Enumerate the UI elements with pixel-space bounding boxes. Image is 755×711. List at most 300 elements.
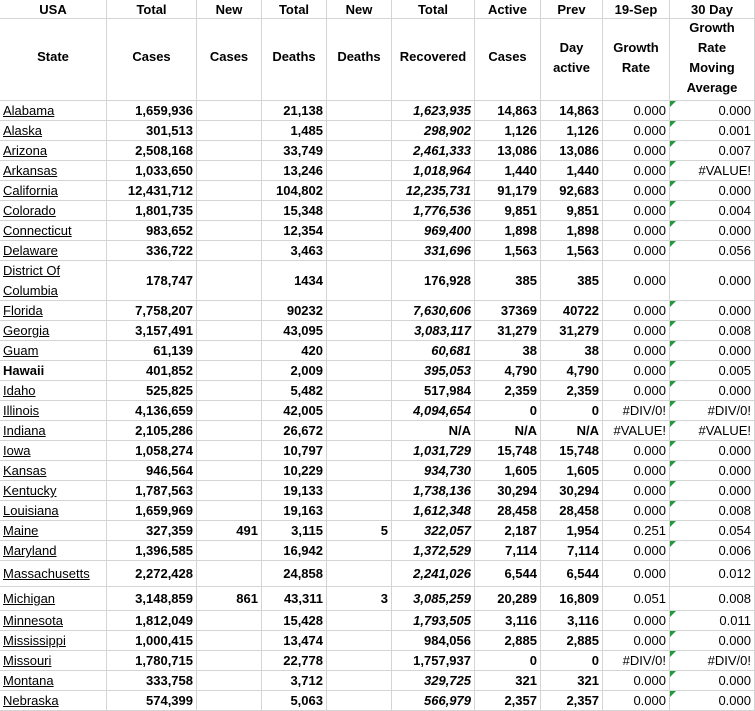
cell-avg[interactable] (670, 141, 755, 160)
cell-prev[interactable] (541, 361, 603, 380)
cell-new-deaths[interactable] (327, 481, 392, 500)
state-link[interactable] (0, 161, 107, 180)
cell-prev[interactable] (541, 241, 603, 260)
state-link[interactable] (0, 321, 107, 340)
state-link[interactable] (0, 587, 107, 610)
cell-new-deaths[interactable] (327, 501, 392, 520)
cell-active[interactable] (475, 301, 541, 320)
cell-recovered[interactable] (392, 691, 475, 710)
header-active[interactable] (475, 19, 541, 100)
cell-avg[interactable] (670, 381, 755, 400)
cell-avg[interactable] (670, 631, 755, 650)
cell-recovered[interactable] (392, 261, 475, 300)
cell-new-deaths[interactable] (327, 161, 392, 180)
cell-deaths[interactable] (262, 401, 327, 420)
cell-new-cases[interactable] (197, 141, 262, 160)
cell-new-deaths[interactable] (327, 611, 392, 630)
cell-cases[interactable] (107, 201, 197, 220)
cell-prev[interactable] (541, 341, 603, 360)
cell-prev[interactable] (541, 561, 603, 586)
cell-prev[interactable] (541, 181, 603, 200)
cell-avg[interactable] (670, 521, 755, 540)
cell-recovered[interactable] (392, 121, 475, 140)
cell-active[interactable] (475, 651, 541, 670)
cell-deaths[interactable] (262, 691, 327, 710)
cell-recovered[interactable] (392, 541, 475, 560)
cell-recovered[interactable] (392, 561, 475, 586)
cell-prev[interactable] (541, 201, 603, 220)
cell-active[interactable] (475, 561, 541, 586)
cell-new-deaths[interactable] (327, 587, 392, 610)
cell-avg[interactable] (670, 401, 755, 420)
cell-recovered[interactable] (392, 101, 475, 120)
cell-growth[interactable] (603, 521, 670, 540)
cell-recovered[interactable] (392, 341, 475, 360)
cell-deaths[interactable] (262, 631, 327, 650)
header-top-avg[interactable]: 30 Day (670, 0, 755, 18)
state-link[interactable] (0, 401, 107, 420)
state-link[interactable] (0, 461, 107, 480)
cell-growth[interactable] (603, 421, 670, 440)
cell-growth[interactable] (603, 501, 670, 520)
cell-new-deaths[interactable] (327, 361, 392, 380)
cell-cases[interactable] (107, 321, 197, 340)
cell-recovered[interactable] (392, 241, 475, 260)
state-link[interactable] (0, 181, 107, 200)
cell-active[interactable] (475, 161, 541, 180)
cell-growth[interactable] (603, 301, 670, 320)
state-link[interactable] (0, 521, 107, 540)
cell-prev[interactable] (541, 161, 603, 180)
state-link[interactable] (0, 481, 107, 500)
state-link[interactable] (0, 561, 107, 586)
cell-recovered[interactable] (392, 221, 475, 240)
cell-cases[interactable] (107, 631, 197, 650)
cell-prev[interactable] (541, 421, 603, 440)
cell-avg[interactable] (670, 461, 755, 480)
cell-prev[interactable] (541, 121, 603, 140)
cell-recovered[interactable] (392, 321, 475, 340)
cell-new-cases[interactable] (197, 201, 262, 220)
cell-prev[interactable] (541, 321, 603, 340)
state-link[interactable] (0, 421, 107, 440)
header-top-recovered[interactable]: Total (392, 0, 475, 18)
cell-cases[interactable] (107, 381, 197, 400)
cell-recovered[interactable] (392, 481, 475, 500)
cell-new-cases[interactable] (197, 651, 262, 670)
cell-prev[interactable] (541, 461, 603, 480)
cell-growth[interactable] (603, 631, 670, 650)
cell-cases[interactable] (107, 691, 197, 710)
cell-new-deaths[interactable] (327, 101, 392, 120)
cell-cases[interactable] (107, 301, 197, 320)
cell-avg[interactable] (670, 341, 755, 360)
cell-active[interactable] (475, 421, 541, 440)
cell-recovered[interactable] (392, 141, 475, 160)
header-top-new_deaths[interactable]: New (327, 0, 392, 18)
cell-new-cases[interactable] (197, 631, 262, 650)
cell-recovered[interactable] (392, 441, 475, 460)
cell-active[interactable] (475, 141, 541, 160)
cell-active[interactable] (475, 671, 541, 690)
cell-cases[interactable] (107, 181, 197, 200)
cell-recovered[interactable] (392, 421, 475, 440)
cell-active[interactable] (475, 541, 541, 560)
cell-growth[interactable] (603, 161, 670, 180)
cell-cases[interactable] (107, 521, 197, 540)
cell-new-deaths[interactable] (327, 121, 392, 140)
cell-recovered[interactable] (392, 671, 475, 690)
cell-new-cases[interactable] (197, 441, 262, 460)
cell-new-deaths[interactable] (327, 541, 392, 560)
cell-active[interactable] (475, 441, 541, 460)
cell-prev[interactable] (541, 141, 603, 160)
cell-new-cases[interactable] (197, 671, 262, 690)
cell-cases[interactable] (107, 461, 197, 480)
cell-avg[interactable] (670, 501, 755, 520)
cell-growth[interactable] (603, 651, 670, 670)
state-link[interactable] (0, 541, 107, 560)
state-link[interactable] (0, 501, 107, 520)
cell-growth[interactable] (603, 691, 670, 710)
cell-new-deaths[interactable] (327, 401, 392, 420)
cell-prev[interactable] (541, 501, 603, 520)
state-link[interactable] (0, 611, 107, 630)
state-link[interactable] (0, 671, 107, 690)
cell-growth[interactable] (603, 101, 670, 120)
cell-active[interactable] (475, 691, 541, 710)
cell-deaths[interactable] (262, 441, 327, 460)
cell-growth[interactable] (603, 221, 670, 240)
cell-avg[interactable] (670, 201, 755, 220)
cell-prev[interactable] (541, 101, 603, 120)
cell-new-cases[interactable] (197, 181, 262, 200)
cell-growth[interactable] (603, 361, 670, 380)
cell-cases[interactable] (107, 101, 197, 120)
cell-cases[interactable] (107, 361, 197, 380)
cell-deaths[interactable] (262, 141, 327, 160)
state-link[interactable] (0, 441, 107, 460)
cell-new-deaths[interactable] (327, 321, 392, 340)
cell-new-deaths[interactable] (327, 461, 392, 480)
cell-new-cases[interactable] (197, 361, 262, 380)
cell-deaths[interactable] (262, 121, 327, 140)
cell-recovered[interactable] (392, 501, 475, 520)
cell-growth[interactable] (603, 121, 670, 140)
cell-new-cases[interactable] (197, 261, 262, 300)
cell-active[interactable] (475, 241, 541, 260)
cell-growth[interactable] (603, 481, 670, 500)
cell-cases[interactable] (107, 671, 197, 690)
cell-new-deaths[interactable] (327, 651, 392, 670)
cell-active[interactable] (475, 481, 541, 500)
cell-new-cases[interactable] (197, 381, 262, 400)
cell-avg[interactable] (670, 611, 755, 630)
cell-growth[interactable] (603, 321, 670, 340)
cell-avg[interactable] (670, 541, 755, 560)
cell-avg[interactable] (670, 261, 755, 300)
cell-new-cases[interactable] (197, 611, 262, 630)
cell-growth[interactable] (603, 461, 670, 480)
cell-new-deaths[interactable] (327, 221, 392, 240)
cell-cases[interactable] (107, 401, 197, 420)
cell-deaths[interactable] (262, 611, 327, 630)
cell-new-deaths[interactable] (327, 181, 392, 200)
cell-deaths[interactable] (262, 321, 327, 340)
cell-deaths[interactable] (262, 481, 327, 500)
cell-recovered[interactable] (392, 181, 475, 200)
cell-prev[interactable] (541, 541, 603, 560)
cell-active[interactable] (475, 121, 541, 140)
cell-deaths[interactable] (262, 301, 327, 320)
cell-new-deaths[interactable] (327, 671, 392, 690)
state-link[interactable] (0, 631, 107, 650)
cell-deaths[interactable] (262, 221, 327, 240)
cell-new-deaths[interactable] (327, 521, 392, 540)
cell-new-deaths[interactable] (327, 631, 392, 650)
cell-deaths[interactable] (262, 521, 327, 540)
header-state[interactable] (0, 19, 107, 100)
cell-growth[interactable] (603, 261, 670, 300)
cell-avg[interactable] (670, 121, 755, 140)
header-top-cases[interactable]: Total (107, 0, 197, 18)
cell-active[interactable] (475, 381, 541, 400)
cell-deaths[interactable] (262, 181, 327, 200)
cell-new-deaths[interactable] (327, 561, 392, 586)
cell-new-deaths[interactable] (327, 381, 392, 400)
header-top-state[interactable]: USA (0, 0, 107, 18)
cell-avg[interactable] (670, 241, 755, 260)
cell-active[interactable] (475, 461, 541, 480)
cell-new-cases[interactable] (197, 321, 262, 340)
cell-deaths[interactable] (262, 671, 327, 690)
cell-prev[interactable] (541, 691, 603, 710)
cell-avg[interactable] (670, 321, 755, 340)
header-new_deaths[interactable] (327, 19, 392, 100)
cell-active[interactable] (475, 221, 541, 240)
state-link[interactable] (0, 361, 107, 380)
cell-growth[interactable] (603, 611, 670, 630)
cell-avg[interactable] (670, 101, 755, 120)
cell-cases[interactable] (107, 651, 197, 670)
cell-avg[interactable] (670, 221, 755, 240)
cell-active[interactable] (475, 521, 541, 540)
cell-avg[interactable] (670, 481, 755, 500)
cell-avg[interactable] (670, 441, 755, 460)
cell-prev[interactable] (541, 521, 603, 540)
cell-recovered[interactable] (392, 361, 475, 380)
cell-new-cases[interactable] (197, 121, 262, 140)
cell-deaths[interactable] (262, 261, 327, 300)
cell-active[interactable] (475, 181, 541, 200)
cell-new-deaths[interactable] (327, 421, 392, 440)
cell-new-cases[interactable] (197, 421, 262, 440)
cell-recovered[interactable] (392, 381, 475, 400)
cell-active[interactable] (475, 501, 541, 520)
cell-new-cases[interactable] (197, 481, 262, 500)
cell-cases[interactable] (107, 421, 197, 440)
cell-new-cases[interactable] (197, 341, 262, 360)
state-link[interactable] (0, 201, 107, 220)
cell-deaths[interactable] (262, 541, 327, 560)
header-recovered[interactable] (392, 19, 475, 100)
header-avg[interactable] (670, 19, 755, 100)
cell-recovered[interactable] (392, 651, 475, 670)
cell-new-cases[interactable] (197, 161, 262, 180)
cell-deaths[interactable] (262, 101, 327, 120)
header-prev[interactable] (541, 19, 603, 100)
header-top-new_cases[interactable]: New (197, 0, 262, 18)
cell-cases[interactable] (107, 261, 197, 300)
cell-cases[interactable] (107, 561, 197, 586)
cell-growth[interactable] (603, 401, 670, 420)
cell-new-deaths[interactable] (327, 241, 392, 260)
cell-recovered[interactable] (392, 611, 475, 630)
cell-active[interactable] (475, 201, 541, 220)
cell-recovered[interactable] (392, 161, 475, 180)
cell-active[interactable] (475, 361, 541, 380)
cell-deaths[interactable] (262, 461, 327, 480)
cell-active[interactable] (475, 401, 541, 420)
cell-prev[interactable] (541, 441, 603, 460)
cell-recovered[interactable] (392, 401, 475, 420)
cell-new-cases[interactable] (197, 301, 262, 320)
cell-avg[interactable] (670, 651, 755, 670)
cell-new-deaths[interactable] (327, 301, 392, 320)
cell-new-cases[interactable] (197, 241, 262, 260)
cell-cases[interactable] (107, 141, 197, 160)
cell-new-cases[interactable] (197, 501, 262, 520)
cell-cases[interactable] (107, 587, 197, 610)
cell-new-cases[interactable] (197, 221, 262, 240)
header-top-prev[interactable]: Prev (541, 0, 603, 18)
header-new_cases[interactable] (197, 19, 262, 100)
cell-avg[interactable] (670, 181, 755, 200)
cell-new-deaths[interactable] (327, 691, 392, 710)
cell-cases[interactable] (107, 441, 197, 460)
cell-avg[interactable] (670, 587, 755, 610)
cell-avg[interactable] (670, 301, 755, 320)
cell-recovered[interactable] (392, 631, 475, 650)
cell-growth[interactable] (603, 341, 670, 360)
cell-avg[interactable] (670, 671, 755, 690)
state-link[interactable] (0, 121, 107, 140)
cell-active[interactable] (475, 631, 541, 650)
cell-growth[interactable] (603, 441, 670, 460)
cell-prev[interactable] (541, 221, 603, 240)
cell-growth[interactable] (603, 181, 670, 200)
cell-cases[interactable] (107, 611, 197, 630)
cell-cases[interactable] (107, 241, 197, 260)
cell-active[interactable] (475, 611, 541, 630)
cell-growth[interactable] (603, 541, 670, 560)
state-link[interactable] (0, 301, 107, 320)
cell-deaths[interactable] (262, 421, 327, 440)
cell-recovered[interactable] (392, 301, 475, 320)
cell-active[interactable] (475, 261, 541, 300)
cell-new-cases[interactable] (197, 521, 262, 540)
cell-active[interactable] (475, 321, 541, 340)
cell-deaths[interactable] (262, 241, 327, 260)
cell-deaths[interactable] (262, 381, 327, 400)
header-cases[interactable] (107, 19, 197, 100)
cell-prev[interactable] (541, 631, 603, 650)
cell-recovered[interactable] (392, 201, 475, 220)
cell-prev[interactable] (541, 381, 603, 400)
cell-deaths[interactable] (262, 587, 327, 610)
cell-prev[interactable] (541, 401, 603, 420)
cell-cases[interactable] (107, 221, 197, 240)
cell-prev[interactable] (541, 651, 603, 670)
cell-growth[interactable] (603, 381, 670, 400)
header-top-active[interactable]: Active (475, 0, 541, 18)
cell-deaths[interactable] (262, 651, 327, 670)
state-link[interactable] (0, 261, 107, 300)
cell-deaths[interactable] (262, 561, 327, 586)
state-link[interactable] (0, 241, 107, 260)
cell-cases[interactable] (107, 341, 197, 360)
cell-avg[interactable] (670, 561, 755, 586)
cell-growth[interactable] (603, 561, 670, 586)
cell-new-deaths[interactable] (327, 341, 392, 360)
state-link[interactable] (0, 651, 107, 670)
cell-growth[interactable] (603, 201, 670, 220)
header-growth[interactable] (603, 19, 670, 100)
cell-prev[interactable] (541, 481, 603, 500)
cell-recovered[interactable] (392, 461, 475, 480)
cell-deaths[interactable] (262, 361, 327, 380)
header-top-deaths[interactable]: Total (262, 0, 327, 18)
cell-avg[interactable] (670, 361, 755, 380)
header-deaths[interactable] (262, 19, 327, 100)
cell-avg[interactable] (670, 691, 755, 710)
cell-cases[interactable] (107, 161, 197, 180)
cell-new-cases[interactable] (197, 691, 262, 710)
state-link[interactable] (0, 691, 107, 710)
cell-new-cases[interactable] (197, 541, 262, 560)
cell-new-cases[interactable] (197, 101, 262, 120)
cell-growth[interactable] (603, 141, 670, 160)
cell-avg[interactable] (670, 161, 755, 180)
cell-deaths[interactable] (262, 501, 327, 520)
cell-prev[interactable] (541, 261, 603, 300)
cell-new-cases[interactable] (197, 401, 262, 420)
cell-new-deaths[interactable] (327, 441, 392, 460)
cell-active[interactable] (475, 341, 541, 360)
cell-new-deaths[interactable] (327, 201, 392, 220)
cell-prev[interactable] (541, 671, 603, 690)
cell-cases[interactable] (107, 481, 197, 500)
cell-growth[interactable] (603, 241, 670, 260)
state-link[interactable] (0, 221, 107, 240)
cell-prev[interactable] (541, 611, 603, 630)
cell-active[interactable] (475, 101, 541, 120)
header-top-growth[interactable]: 19-Sep (603, 0, 670, 18)
cell-deaths[interactable] (262, 161, 327, 180)
state-link[interactable] (0, 381, 107, 400)
state-link[interactable] (0, 141, 107, 160)
cell-cases[interactable] (107, 501, 197, 520)
cell-deaths[interactable] (262, 201, 327, 220)
cell-new-cases[interactable] (197, 587, 262, 610)
cell-new-deaths[interactable] (327, 141, 392, 160)
cell-recovered[interactable] (392, 587, 475, 610)
cell-new-cases[interactable] (197, 461, 262, 480)
cell-prev[interactable] (541, 587, 603, 610)
cell-growth[interactable] (603, 587, 670, 610)
cell-active[interactable] (475, 587, 541, 610)
cell-prev[interactable] (541, 301, 603, 320)
